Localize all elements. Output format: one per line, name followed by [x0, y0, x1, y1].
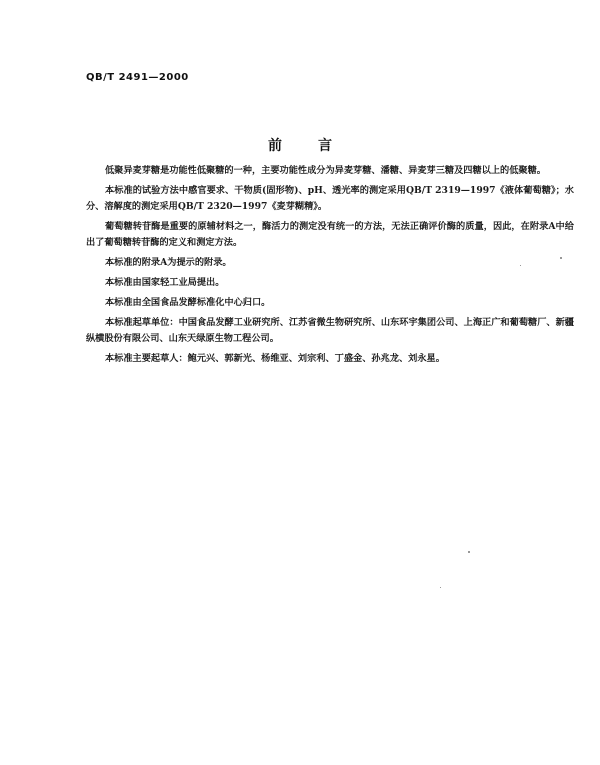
paragraph-intro: 低聚异麦芽糖是功能性低聚糖的一种，主要功能性成分为异麦芽糖、潘糖、异麦芽三糖及四糖以上的低聚糖。: [105, 165, 546, 176]
scan-speck: [468, 551, 470, 553]
paragraph-test-methods: 本标准的试验方法中感官要求、干物质(固形物)、pH、透光率的测定采用QB/T 2319—1997《液体葡萄糖》；水分、溶解度的测定采用QB/T 2320—1997《麦芽糊精》。: [86, 185, 574, 212]
scan-speck: [560, 257, 562, 259]
paragraph-centralized: 本标准由全国食品发酵标准化中心归口。: [105, 297, 271, 308]
paragraph-proposer: 本标准由国家轻工业局提出。: [105, 277, 225, 288]
body-text: [86, 163, 574, 371]
paragraph-drafters: 本标准主要起草人：鲍元兴、郭新光、杨维亚、刘宗利、丁盛金、孙兆龙、刘永星。: [105, 353, 445, 364]
standard-code: QB/T 2491—2000: [86, 72, 189, 83]
paragraph-appendix: 本标准的附录A为提示的附录。: [105, 257, 232, 268]
scan-speck: [520, 265, 521, 266]
paragraph-drafting-units: 本标准起草单位：中国食品发酵工业研究所、江苏省微生物研究所、山东环宇集团公司、上海正广和葡萄糖厂、新疆纵横股份有限公司、山东天绿原生物工程公司。: [86, 317, 574, 344]
scan-speck: [440, 587, 441, 588]
paragraph-enzyme: 葡萄糖转苷酶是重要的原辅材料之一，酶活力的测定没有统一的方法，无法正确评价酶的质量，因此，在附录A中给出了葡萄糖转苷酶的定义和测定方法。: [86, 221, 574, 248]
section-title: 前言: [268, 138, 368, 154]
